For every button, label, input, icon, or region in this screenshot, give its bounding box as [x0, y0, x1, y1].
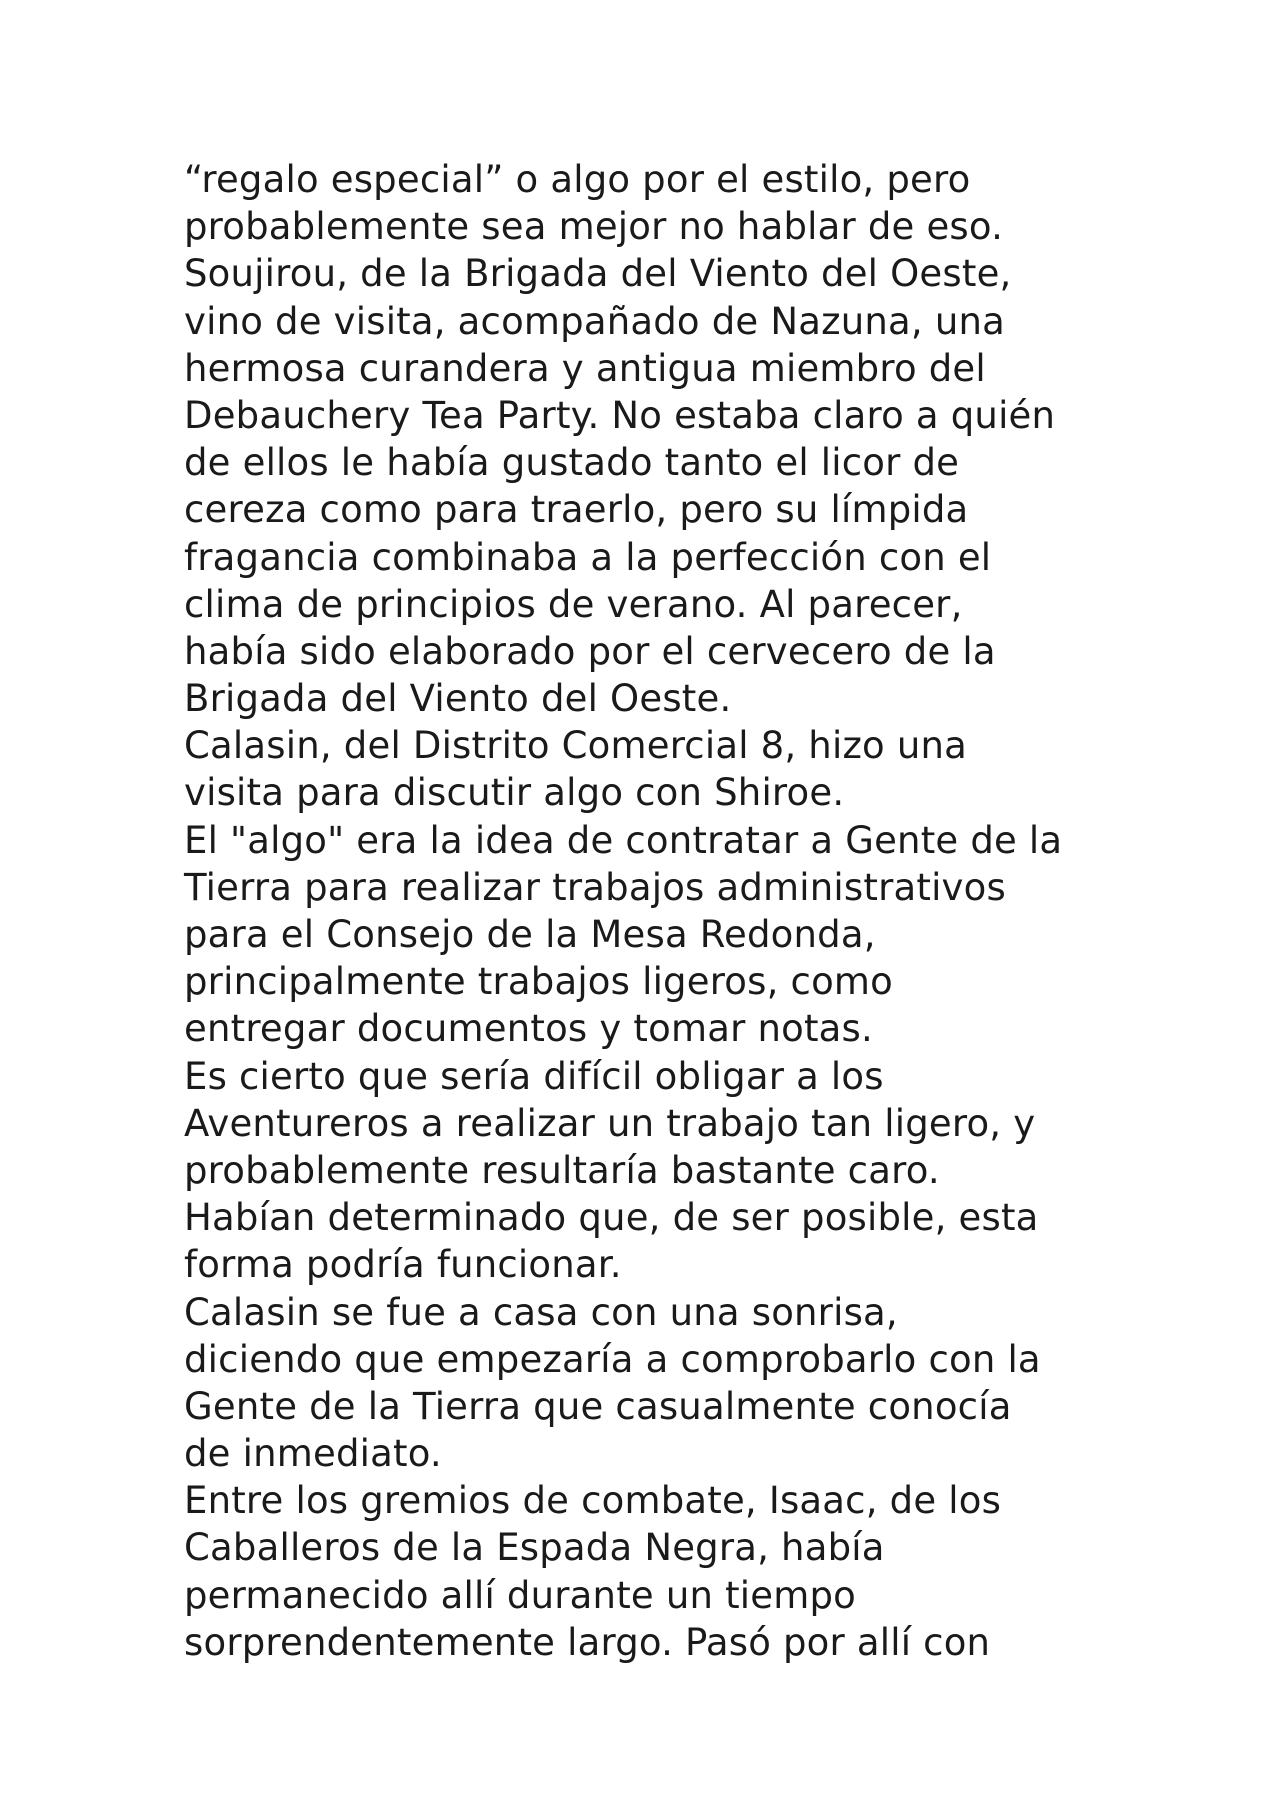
text-line: hermosa curandera y antigua miembro del — [184, 346, 986, 390]
text-line: Aventureros a realizar un trabajo tan ligero, y — [184, 1101, 1036, 1145]
text-line: sorprendentemente largo. Pasó por allí con — [184, 1620, 991, 1664]
text-line: para el Consejo de la Mesa Redonda, — [184, 913, 876, 956]
text-line: permanecido allí durante un tiempo — [184, 1573, 857, 1617]
text-line: de ellos le había gustado tanto el licor de — [184, 441, 960, 485]
text-line: Calasin, del Distrito Comercial 8, hizo una — [184, 724, 968, 768]
text-line: vino de visita, acompañado de Nazuna, una — [184, 299, 1005, 343]
body-text — [184, 156, 1204, 1666]
text-line: Es cierto que sería difícil obligar a los — [184, 1054, 884, 1098]
text-line: Gente de la Tierra que casualmente conocía — [184, 1384, 1012, 1428]
text-line: probablemente sea mejor no hablar de eso. — [184, 205, 1004, 249]
text-line: había sido elaborado por el cervecero de la — [184, 629, 996, 673]
text-line: Tierra para realizar trabajos administrativos — [184, 865, 1006, 909]
text-line: clima de principios de verano. Al parecer, — [184, 582, 963, 626]
text-line: Soujirou, de la Brigada del Viento del Oeste, — [184, 252, 1012, 296]
text-line: Habían determinado que, de ser posible, esta — [184, 1196, 1039, 1240]
text-line: diciendo que empezaría a comprobarlo con la — [184, 1337, 1041, 1381]
text-line: Entre los gremios de combate, Isaac, de los — [184, 1479, 1002, 1523]
text-line: Brigada del Viento del Oeste. — [184, 677, 732, 721]
text-line: entregar documentos y tomar notas. — [184, 1007, 873, 1051]
text-line: fragancia combinaba a la perfección con el — [184, 535, 992, 579]
text-line: Debauchery Tea Party. No estaba claro a quién — [184, 393, 1056, 437]
text-line: de inmediato. — [184, 1432, 442, 1476]
text-line: principalmente trabajos ligeros, como — [184, 960, 893, 1004]
text-line: cereza como para traerlo, pero su límpida — [184, 488, 969, 532]
text-line: probablemente resultaría bastante caro. — [184, 1148, 940, 1192]
text-line: visita para discutir algo con Shiroe. — [184, 771, 845, 815]
text-line: “regalo especial” o algo por el estilo, pero — [184, 158, 971, 201]
text-line: Calasin se fue a casa con una sonrisa, — [184, 1290, 898, 1334]
text-line: Caballeros de la Espada Negra, había — [184, 1526, 885, 1570]
text-line: forma podría funcionar. — [184, 1243, 622, 1287]
text-line: El "algo" era la idea de contratar a Gente de la — [184, 818, 1063, 862]
